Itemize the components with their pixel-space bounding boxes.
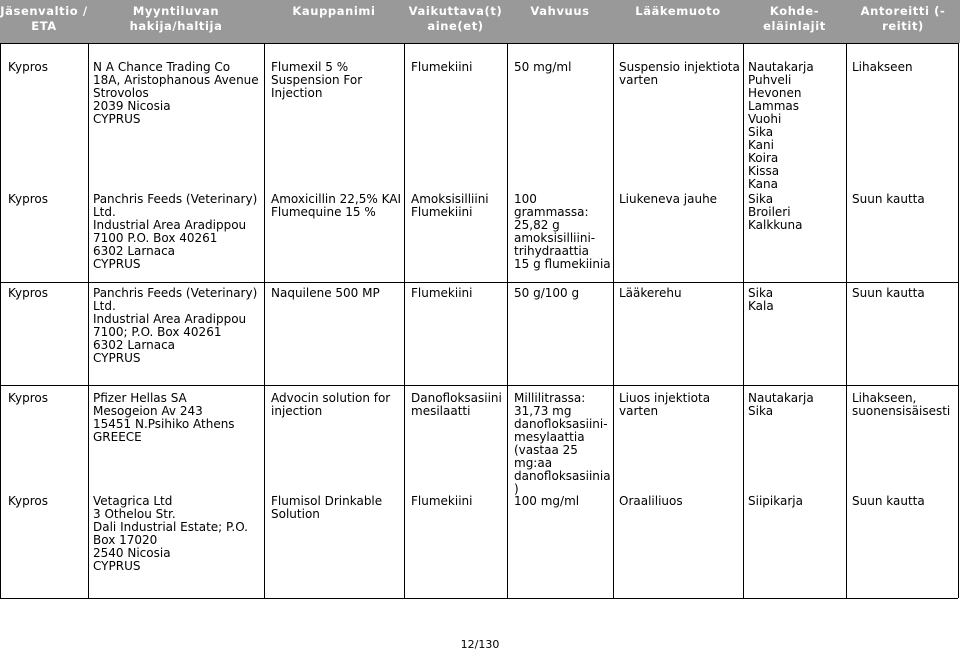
grid-line bbox=[404, 43, 405, 598]
cell-member-state: Kypros bbox=[8, 494, 48, 508]
grid-line bbox=[88, 43, 89, 598]
page-number: 12/130 bbox=[460, 638, 500, 651]
cell-active-substance: Danofloksasiini mesilaatti bbox=[411, 391, 502, 418]
cell-holder: Vetagrica Ltd 3 Othelou Str. Dali Industrial Estate; P.O. Box 17020 2540 Nicosia CYPRUS bbox=[93, 494, 248, 573]
header-route: Antoreitti (- reitit) bbox=[860, 4, 946, 33]
grid-line bbox=[0, 43, 958, 44]
grid-line bbox=[0, 43, 1, 598]
cell-strength: 100 grammassa: 25,82 g amoksisilliini- trihydraattia 15 g flumekiinia bbox=[514, 192, 611, 271]
grid-line bbox=[264, 43, 265, 598]
cell-route: Lihakseen, suonensisäisesti bbox=[852, 391, 951, 418]
cell-route: Suun kautta bbox=[852, 286, 925, 300]
cell-active-substance: Flumekiini bbox=[411, 286, 473, 300]
cell-form: Oraaliliuos bbox=[619, 494, 683, 508]
cell-form: Liuos injektiota varten bbox=[619, 391, 711, 418]
cell-route: Suun kautta bbox=[852, 494, 925, 508]
cell-active-substance: Amoksisilliini Flumekiini bbox=[411, 192, 489, 219]
cell-route: Lihakseen bbox=[852, 60, 913, 74]
cell-holder: Panchris Feeds (Veterinary) Ltd. Industrial Area Aradippou 7100 P.O. Box 40261 6302 Larnaca CYPRUS bbox=[93, 192, 258, 271]
cell-active-substance: Flumekiini bbox=[411, 60, 473, 74]
grid-line bbox=[0, 385, 958, 386]
cell-form: Suspensio injektiota varten bbox=[619, 60, 740, 87]
cell-member-state: Kypros bbox=[8, 286, 48, 300]
cell-holder: N A Chance Trading Co 18A, Aristophanous Avenue Strovolos 2039 Nicosia CYPRUS bbox=[93, 60, 259, 126]
cell-trade-name: Flumexil 5 % Suspension For Injection bbox=[271, 60, 363, 100]
cell-trade-name: Amoxicillin 22,5% KAI Flumequine 15 % bbox=[271, 192, 402, 219]
cell-member-state: Kypros bbox=[8, 391, 48, 405]
cell-form: Lääkerehu bbox=[619, 286, 682, 300]
header-active-substance: Vaikuttava(t) aine(et) bbox=[408, 4, 503, 33]
cell-holder: Panchris Feeds (Veterinary) Ltd. Industrial Area Aradippou 7100; P.O. Box 40261 6302 Larnaca CYPRUS bbox=[93, 286, 258, 365]
grid-line bbox=[613, 43, 614, 598]
cell-strength: 100 mg/ml bbox=[514, 494, 580, 508]
cell-trade-name: Advocin solution for injection bbox=[271, 391, 391, 418]
cell-trade-name: Naquilene 500 MP bbox=[271, 286, 380, 300]
grid-line bbox=[846, 43, 847, 598]
cell-member-state: Kypros bbox=[8, 192, 48, 206]
cell-species: Nautakarja Sika bbox=[748, 391, 814, 418]
cell-strength: 50 mg/ml bbox=[514, 60, 572, 74]
cell-strength: 50 g/100 g bbox=[514, 286, 580, 300]
header-holder: Myyntiluvan hakija/haltija bbox=[129, 4, 223, 33]
cell-active-substance: Flumekiini bbox=[411, 494, 473, 508]
grid-line bbox=[0, 282, 958, 283]
grid-line bbox=[507, 43, 508, 598]
cell-member-state: Kypros bbox=[8, 60, 48, 74]
cell-species: Sika Broileri Kalkkuna bbox=[748, 192, 803, 232]
cell-strength: Millilitrassa: 31,73 mg danofloksasiini- mesylaattia (vastaa 25 mg:aa danofloksasiinia ) bbox=[514, 391, 611, 496]
table-header bbox=[0, 0, 960, 43]
cell-route: Suun kautta bbox=[852, 192, 925, 206]
cell-trade-name: Flumisol Drinkable Solution bbox=[271, 494, 383, 521]
header-member-state: Jäsenvaltio / ETA bbox=[0, 4, 88, 33]
header-strength: Vahvuus bbox=[530, 4, 590, 18]
header-trade-name: Kauppanimi bbox=[292, 4, 376, 18]
cell-species: Siipikarja bbox=[748, 494, 803, 508]
grid-line bbox=[958, 43, 959, 598]
header-target-species: Kohde- eläinlajit bbox=[763, 4, 826, 33]
cell-holder: Pfizer Hellas SA Mesogeion Av 243 15451 N.Psihiko Athens GREECE bbox=[93, 391, 235, 444]
cell-form: Liukeneva jauhe bbox=[619, 192, 718, 206]
cell-species: Nautakarja Puhveli Hevonen Lammas Vuohi Sika Kani Koira Kissa Kana bbox=[748, 60, 814, 191]
grid-line bbox=[0, 598, 958, 599]
grid-line bbox=[743, 43, 744, 598]
header-pharmaceutical-form: Lääkemuoto bbox=[635, 4, 721, 18]
cell-species: Sika Kala bbox=[748, 286, 774, 313]
